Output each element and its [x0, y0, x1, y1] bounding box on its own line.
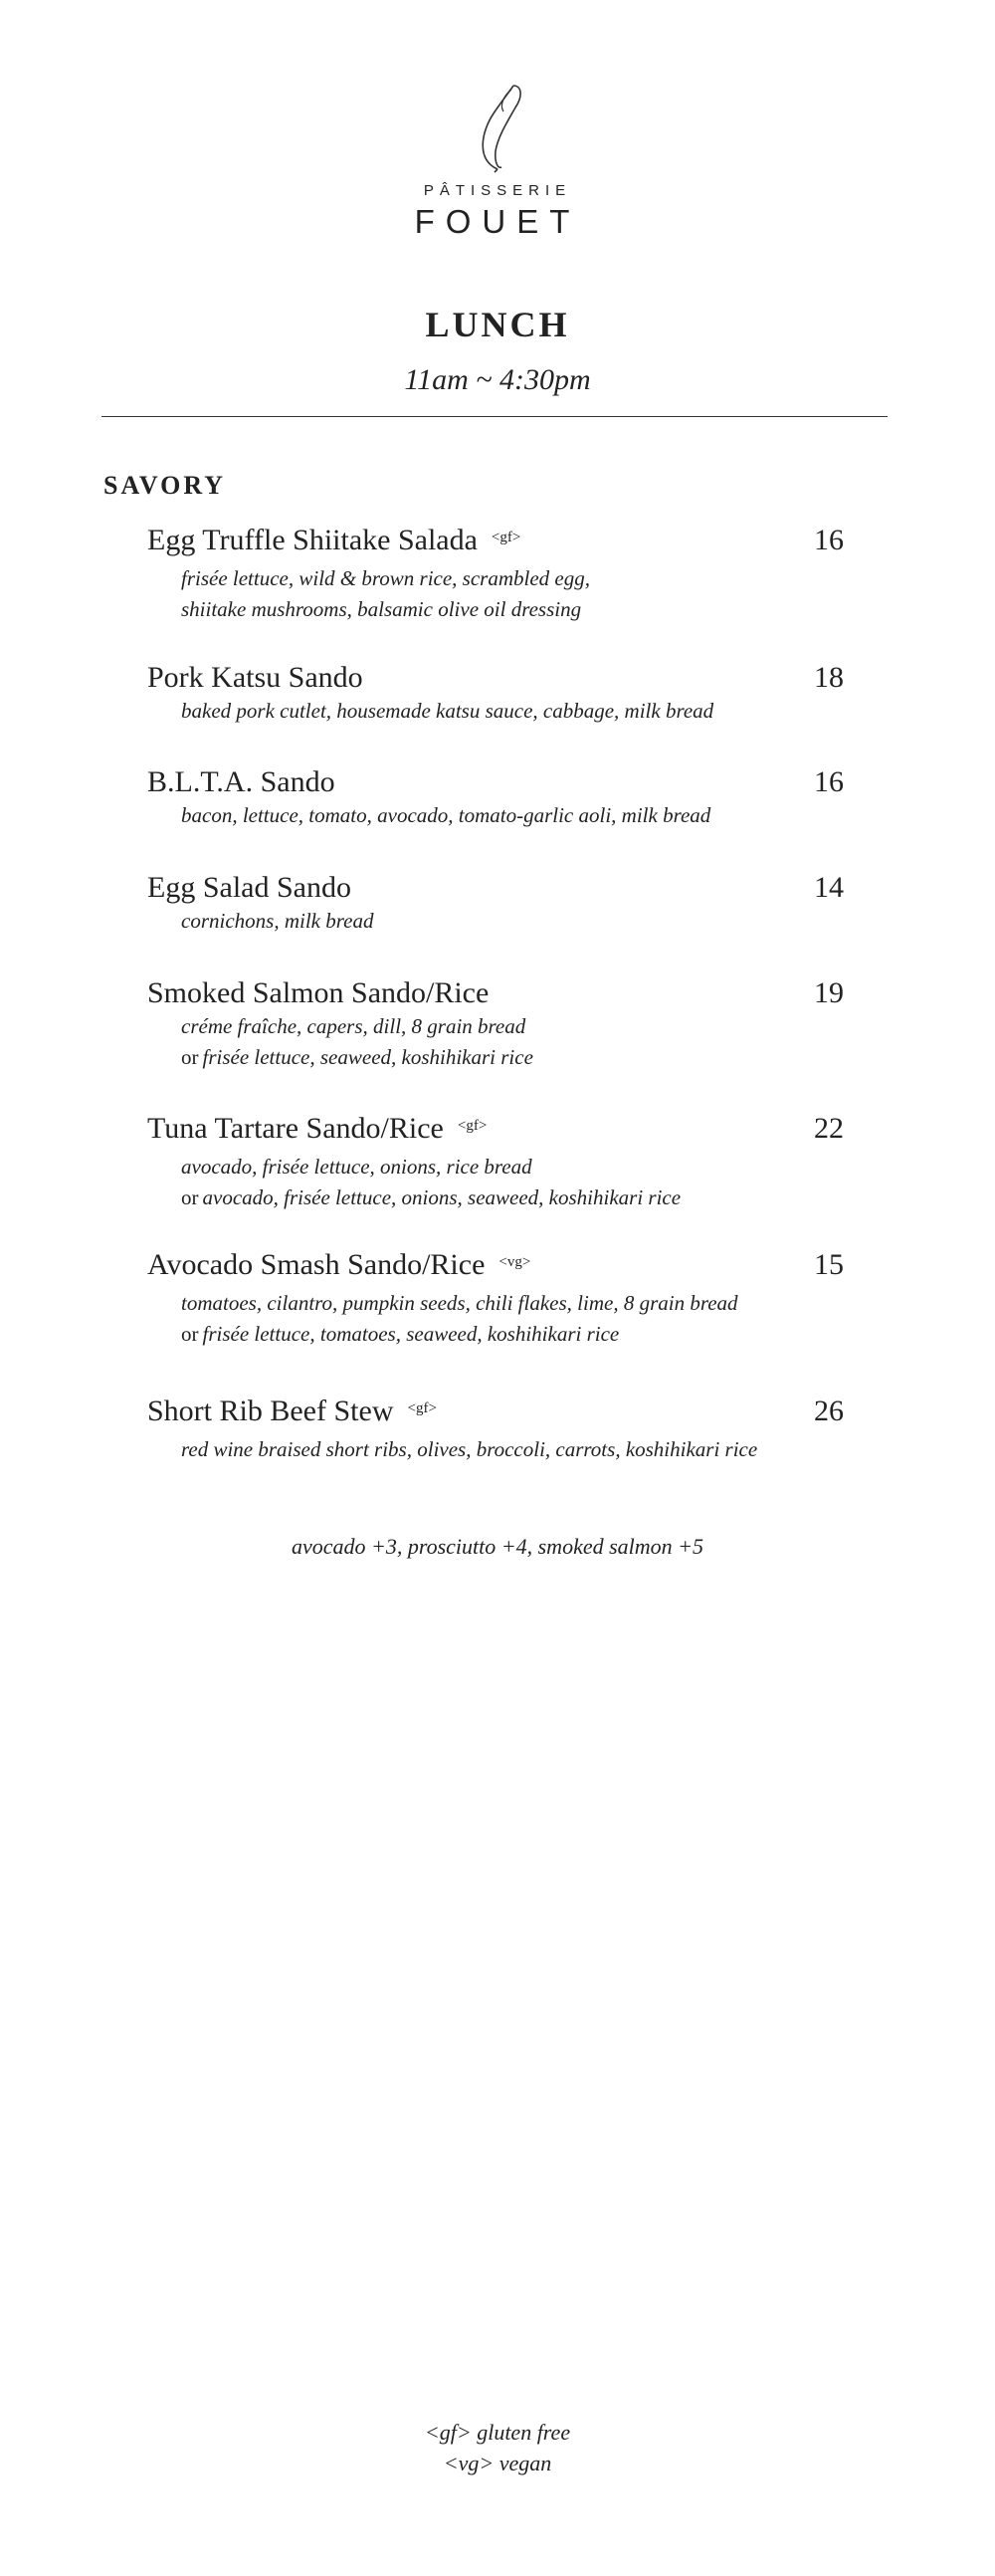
brand-name: FOUET — [414, 203, 581, 240]
item-description: red wine braised short ribs, olives, broccoli, carrots, koshihikari rice — [181, 1437, 758, 1461]
or-label: or — [181, 1322, 199, 1346]
item-price: 22 — [814, 1112, 844, 1145]
menu-item — [147, 764, 844, 831]
menu-item — [147, 1247, 844, 1350]
legend-vegan: <vg> vegan — [443, 2451, 552, 2475]
item-description-alt: frisée lettuce, seaweed, koshihikari rice — [202, 1045, 533, 1069]
item-name: Avocado Smash Sando/Rice — [147, 1248, 486, 1281]
item-name: Short Rib Beef Stew — [147, 1395, 394, 1427]
item-description-alt: avocado, frisée lettuce, onions, seaweed, koshihikari rice — [202, 1185, 682, 1209]
menu-item — [147, 523, 844, 625]
menu-title: LUNCH — [425, 305, 570, 344]
legend-gluten-free: <gf> gluten free — [424, 2420, 571, 2445]
item-description: shiitake mushrooms, balsamic olive oil dressing — [181, 597, 582, 621]
item-price: 16 — [814, 765, 844, 798]
item-price: 16 — [814, 524, 844, 556]
item-name: Egg Truffle Shiitake Salada — [147, 524, 478, 556]
or-label: or — [181, 1185, 199, 1209]
menu-item — [147, 660, 844, 727]
item-description: créme fraîche, capers, dill, 8 grain bread — [181, 1014, 526, 1038]
menu-item — [147, 1111, 844, 1213]
divider — [101, 416, 888, 417]
section-title: SAVORY — [103, 471, 227, 500]
add-ons-note: avocado +3, prosciutto +4, smoked salmon +5 — [291, 1534, 703, 1559]
item-description: cornichons, milk bread — [181, 909, 374, 933]
menu-item — [147, 870, 844, 937]
item-name: B.L.T.A. Sando — [147, 765, 335, 798]
item-price: 19 — [814, 976, 844, 1009]
item-price: 14 — [814, 871, 844, 904]
menu-item — [147, 1394, 844, 1465]
item-description: bacon, lettuce, tomato, avocado, tomato-garlic aoli, milk bread — [181, 803, 711, 827]
item-description: frisée lettuce, wild & brown rice, scrambled egg, — [181, 566, 590, 590]
menu-item — [147, 975, 844, 1073]
item-price: 26 — [814, 1395, 844, 1427]
item-description-alt: frisée lettuce, tomatoes, seaweed, koshihikari rice — [202, 1322, 620, 1346]
item-tag: <vg> — [498, 1254, 531, 1270]
menu-hours: 11am ~ 4:30pm — [404, 363, 591, 396]
item-name: Smoked Salmon Sando/Rice — [147, 976, 490, 1009]
item-name: Egg Salad Sando — [147, 871, 351, 904]
item-description: tomatoes, cilantro, pumpkin seeds, chili flakes, lime, 8 grain bread — [181, 1291, 738, 1315]
item-price: 18 — [814, 661, 844, 694]
item-tag: <gf> — [457, 1118, 488, 1134]
item-description: baked pork cutlet, housemade katsu sauce, cabbage, milk bread — [181, 699, 714, 723]
item-price: 15 — [814, 1248, 844, 1281]
or-label: or — [181, 1045, 199, 1069]
item-name: Pork Katsu Sando — [147, 661, 363, 694]
item-tag: <gf> — [491, 530, 521, 545]
brand-subtitle: PÂTISSERIE — [423, 182, 572, 199]
item-description: avocado, frisée lettuce, onions, rice bread — [181, 1155, 532, 1179]
item-tag: <gf> — [407, 1400, 437, 1416]
whisk-icon — [468, 82, 527, 173]
item-name: Tuna Tartare Sando/Rice — [147, 1112, 444, 1145]
